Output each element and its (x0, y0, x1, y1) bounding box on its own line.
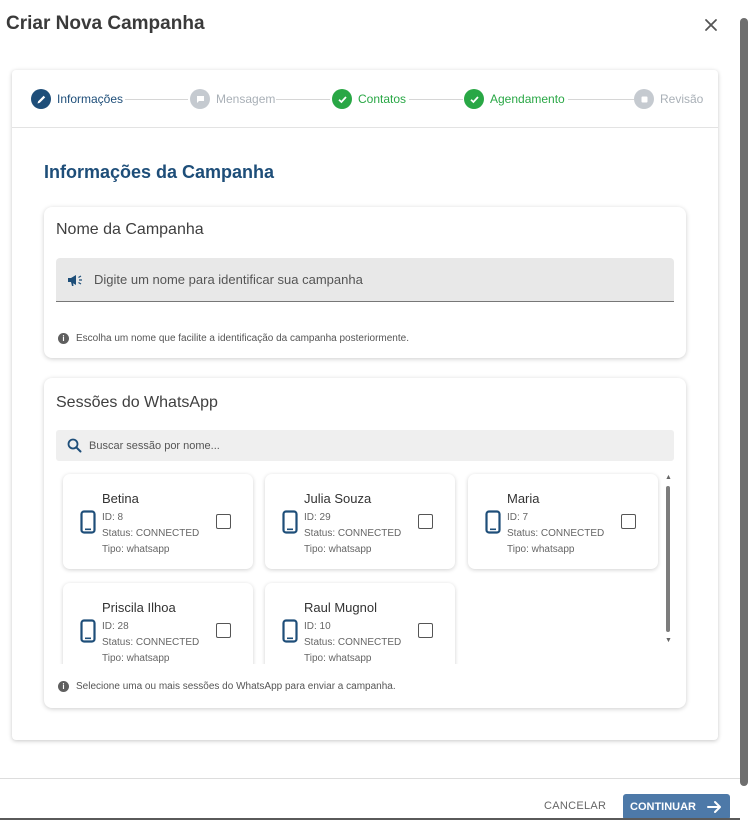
session-type: Tipo: whatsapp (304, 653, 372, 664)
check-icon (332, 89, 352, 109)
session-status: Status: CONNECTED (507, 528, 605, 539)
session-checkbox[interactable] (621, 514, 636, 529)
session-id: ID: 10 (304, 621, 331, 632)
circle-icon (634, 89, 654, 109)
scroll-down-icon[interactable]: ▼ (665, 637, 672, 644)
step-informacoes[interactable] (31, 89, 123, 109)
dialog-footer (0, 778, 740, 820)
stepper (12, 70, 718, 128)
session-id: ID: 7 (507, 512, 529, 523)
campaign-name-field[interactable] (56, 258, 674, 302)
phone-icon (282, 510, 298, 534)
close-button[interactable] (700, 14, 722, 36)
pencil-icon (31, 89, 51, 109)
session-id: ID: 29 (304, 512, 331, 523)
search-icon (67, 438, 82, 453)
step-mensagem[interactable] (190, 89, 275, 109)
session-id: ID: 8 (102, 512, 124, 523)
session-checkbox[interactable] (418, 623, 433, 638)
section-title: Informações da Campanha (44, 162, 275, 182)
info-icon: i (58, 333, 69, 344)
scroll-thumb[interactable] (666, 486, 670, 632)
continue-button[interactable] (623, 794, 730, 820)
session-type: Tipo: whatsapp (507, 544, 575, 555)
step-connector (568, 99, 634, 100)
session-search-input[interactable] (89, 440, 649, 452)
session-id: ID: 28 (102, 621, 129, 632)
cancel-button[interactable]: CANCELAR (544, 800, 607, 812)
session-status: Status: CONNECTED (102, 528, 200, 539)
step-connector (276, 99, 330, 100)
sessions-hint (58, 681, 396, 692)
session-card[interactable] (468, 474, 658, 569)
session-type: Tipo: whatsapp (102, 653, 170, 664)
close-icon (700, 14, 722, 36)
step-label: Contatos (358, 92, 407, 106)
session-search-field[interactable] (56, 430, 674, 461)
dialog-scrollbar[interactable] (740, 18, 748, 786)
campaign-name-panel (44, 207, 686, 358)
session-name: Maria (507, 491, 540, 506)
megaphone-icon (67, 273, 84, 287)
phone-icon (80, 619, 96, 643)
session-checkbox[interactable] (216, 514, 231, 529)
session-type: Tipo: whatsapp (304, 544, 372, 555)
session-card[interactable] (265, 474, 455, 569)
arrow-right-icon (707, 800, 722, 814)
phone-icon (282, 619, 298, 643)
phone-icon (485, 510, 501, 534)
continue-label: CONTINUAR (630, 801, 696, 813)
session-status: Status: CONNECTED (304, 637, 402, 648)
step-connector (125, 99, 188, 100)
phone-icon (80, 510, 96, 534)
step-revisao[interactable] (634, 89, 703, 109)
session-name: Priscila Ilhoa (102, 600, 176, 615)
whatsapp-sessions-panel (44, 378, 686, 708)
session-list (56, 470, 666, 664)
session-list-scrollbar[interactable] (663, 474, 674, 664)
hint-text: Escolha um nome que facilite a identificação da campanha posteriormente. (76, 333, 409, 344)
message-icon (190, 89, 210, 109)
info-icon: i (58, 681, 69, 692)
campaign-name-label: Nome da Campanha (56, 221, 204, 238)
session-name: Raul Mugnol (304, 600, 377, 615)
session-status: Status: CONNECTED (304, 528, 402, 539)
step-contatos[interactable] (332, 89, 406, 109)
campaign-name-input[interactable] (94, 272, 634, 287)
dialog-title: Criar Nova Campanha (6, 13, 205, 34)
campaign-name-hint (58, 333, 409, 344)
session-name: Julia Souza (304, 491, 372, 506)
scroll-up-icon[interactable]: ▲ (665, 474, 672, 481)
step-label: Informações (57, 92, 124, 106)
session-card[interactable] (63, 474, 253, 569)
session-checkbox[interactable] (418, 514, 433, 529)
hint-text: Selecione uma ou mais sessões do WhatsApp para enviar a campanha. (76, 681, 396, 692)
session-card[interactable] (63, 583, 253, 664)
step-connector (409, 99, 463, 100)
check-icon (464, 89, 484, 109)
step-label: Mensagem (216, 92, 276, 106)
session-name: Betina (102, 491, 139, 506)
session-checkbox[interactable] (216, 623, 231, 638)
session-status: Status: CONNECTED (102, 637, 200, 648)
session-type: Tipo: whatsapp (102, 544, 170, 555)
session-card[interactable] (265, 583, 455, 664)
wizard-card (12, 70, 718, 740)
step-label: Revisão (660, 92, 704, 106)
step-agendamento[interactable] (464, 89, 565, 109)
sessions-label: Sessões do WhatsApp (56, 394, 218, 411)
step-label: Agendamento (490, 92, 565, 106)
